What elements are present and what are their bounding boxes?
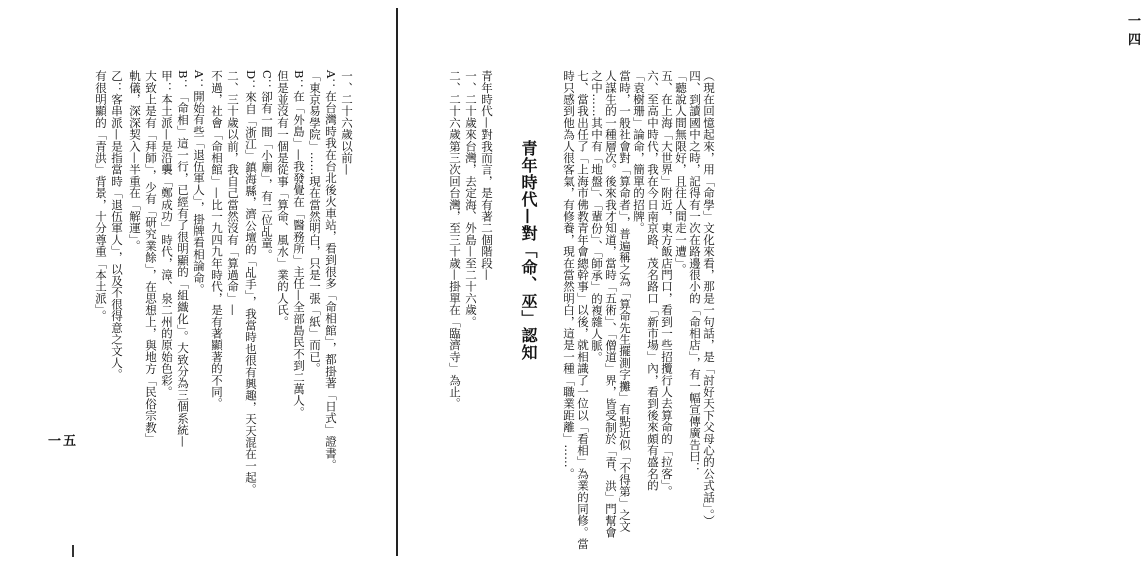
text-column: 軌儀，深深契入—半重在「解運」。	[128, 70, 142, 252]
text-column: 大致上是有「拜師」，少有「研究業餘」，在思想上，與地方「民俗宗教」	[144, 70, 158, 445]
text-column: 之中……其中有「地盤」、「輩份」、「師承」的複雜人脈。	[590, 70, 604, 363]
text-column: 「袁樹珊」論命，簡單的招牌。	[632, 70, 646, 234]
text-column: 甲：本土派—是沿襲「鄭成功」時代，漳、泉二州的原始色彩。	[160, 70, 174, 398]
section-item: 青年時代—對我而言，是有著二個階段—	[480, 70, 494, 281]
right-page	[398, 0, 1143, 562]
text-column: 四、到讀國中之時，記得有一次在路邊很小的「命相店」，有一幅宣傳廣告曰：	[688, 70, 702, 474]
text-column: 六、至高中時代，我在今日南京路、茂名路口「新市場」內，看到後來頗有盛名的	[646, 70, 660, 492]
section-item: 二、二十六歲第三次回台灣，至三十歲—掛單在「臨濟寺」為止。	[448, 70, 462, 410]
section-title: 青年時代—對「命、巫」認知	[519, 140, 538, 361]
text-column: A：在台灣時我在台北後火車站，看到很多「命相館」，都掛著「日式」證書。	[324, 70, 338, 471]
text-column: 五、在上海「大世界」附近，東方飯店門口，看到一些招攬行人去算命的「拉客」。	[660, 70, 674, 498]
scan-mark	[72, 545, 74, 557]
text-column: 當時，一般社會對「算命者」，普遍稱之為「算命先生擺測字攤」有點近似「不得第」之文	[618, 70, 632, 533]
text-column: C：卻有一間「小廟」，有二位乩童。	[260, 70, 274, 261]
text-column: B：在「外島」—我發覺在「醫務所」主任—全部島民不到二萬人。	[292, 70, 306, 418]
text-column: 「聽說人間無限好，且往人間走一遭」。	[674, 70, 688, 275]
text-column: 不過，社會「命相館」—比一九四九年時代，是有著顯著的不同。	[210, 70, 224, 410]
page-number: 一四	[1128, 14, 1143, 48]
text-column: 一、二十六歲以前—	[340, 70, 354, 176]
text-column: 時只感到他為人很客氣，有修養，現在當然明白，這是一種「職業距離」……。	[562, 70, 576, 480]
text-column: 有很明顯的「青洪」背景，十分尊重「本土派」。	[94, 70, 108, 322]
text-column: （現在回憶起來，用「命學」文化來看，那是一句話，是「討好天下父母心的公式話」。）	[702, 70, 716, 527]
text-column: 二、三十歲以前，我自己當然沒有「算過命」—	[226, 70, 240, 316]
text-column: B：「命相」這一行，已經有了很明顯的「組織化」。大致分為三個系統—	[176, 70, 190, 448]
text-column: 但是並沒有一個是從事「算命、風水」業的人氏。	[276, 70, 290, 328]
left-page	[0, 0, 396, 562]
page-number: 一五	[48, 434, 79, 449]
text-column: A：開始有些「退伍軍人」，掛牌看相論命。	[192, 70, 206, 296]
section-item: 一、二十歲來台灣，去定海、外島—至二十六歲。	[464, 70, 478, 328]
text-column: 七、當我出任了「上海市佛教青年會總幹事」以後，就相識了一位以「看相」為業的同修。當	[576, 70, 590, 550]
text-column: 人謀生的一種層次。後來我才知道，當時「五術」、「僧道」界，皆受制於「青、洪」門幫會	[604, 70, 618, 539]
text-column: 乙：客串派—是指當時「退伍軍人」，以及不很得意之文人。	[110, 70, 124, 381]
text-column: D：來自「浙江」鎮海縣，濟公壇的「乩手」，我當時也很有興趣，天天混在一起。	[244, 70, 258, 495]
text-column: 「東京易學院」……現在當然明白，只是一張「紙」而已。	[308, 70, 322, 375]
